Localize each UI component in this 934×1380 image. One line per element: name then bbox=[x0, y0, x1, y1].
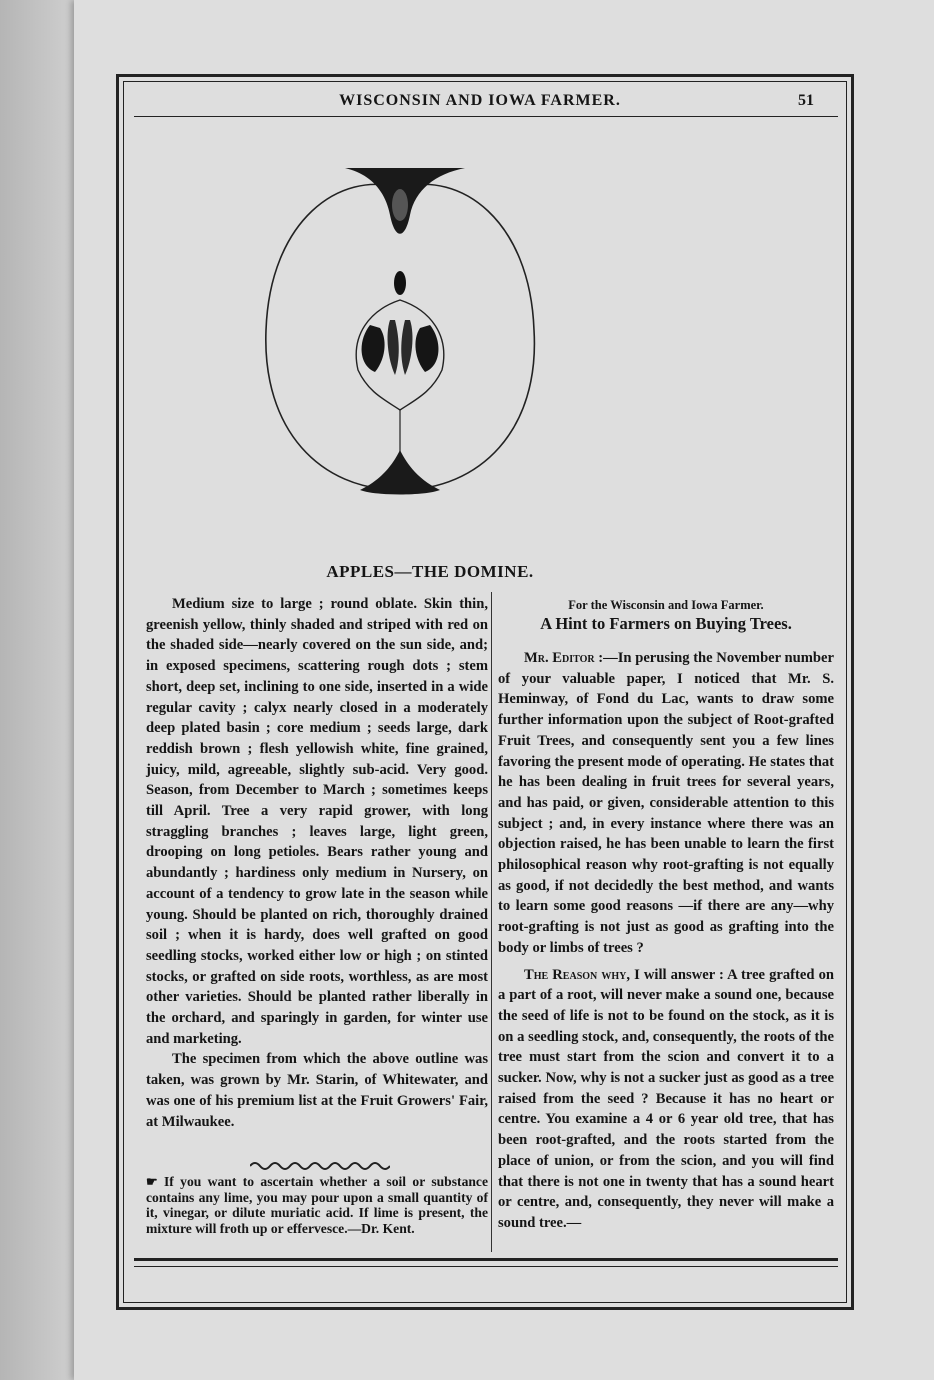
paragraph-reason-text: I will answer : A tree grafted on a part of a root, will never make a sound one, because the seed of life is not to be found on the stock, as it is on a seedling stock, and, consequently, the roots of the tree must start from the scion and convert it to a sucker. Now, why is not a sucker just as good as a tree raised from the seed ? Because it has no heart or centre. You examine a 4 or 6 year old tree, that has been root-grafted, and the roots started from the place of union, or from the scion, and you will find that there is not one in twenty that has a sound heart or centre, and, consequently, they never will make a sound tree.— bbox=[498, 966, 834, 1231]
article-title-hint: A Hint to Farmers on Buying Trees. bbox=[540, 614, 792, 633]
lime-test-note bbox=[146, 1174, 488, 1236]
lime-test-note-text: If you want to ascertain whether a soil or substance contains any lime, you may pour upon a small quantity of it, vinegar, or dilute muriatic acid. If lime is present, the mixture will froth up or effervesce.—Dr. Kent. bbox=[146, 1174, 488, 1236]
paragraph-reason-lead: The Reason why, bbox=[524, 966, 630, 983]
article-body-hint bbox=[498, 648, 834, 1240]
paragraph-reason bbox=[498, 965, 834, 1234]
wavy-divider bbox=[250, 1160, 390, 1172]
article-source-line: For the Wisconsin and Iowa Farmer. bbox=[568, 598, 764, 612]
scan-left-margin bbox=[0, 0, 74, 1380]
page-number: 51 bbox=[798, 92, 814, 109]
article-title-apples: APPLES—THE DOMINE. bbox=[326, 562, 534, 581]
article-body-apples bbox=[146, 594, 488, 1132]
bottom-rule-thick bbox=[134, 1258, 838, 1261]
paragraph-editor-text: —In perusing the November number of your valuable paper, I noticed that Mr. S. Heminway, of Fond du Lac, wants to draw some further information upon the subject of Root-grafted Fruit Trees, and consequently sent you a few lines favoring the present mode of operating. He states that he has been dealing in fruit trees for several years, and has paid, or given, considerable attention to this subject ; and, in every instance where there was an objection raised, he has been unable to learn the first philosophical reason why root-grafting is not equally as good, if not decidedly the best method, and wants to learn some good reasons —if there are any—why root-grafting is not just as good as grafting into the body or limbs of trees ? bbox=[498, 650, 834, 956]
pointing-hand-icon: ☛ bbox=[146, 1174, 158, 1189]
paragraph-specimen: The specimen from which the above outline was taken, was grown by Mr. Starin, of Whitewater, and was one of his premium list at the Fruit Growers' Fair, at Milwaukee. bbox=[146, 1051, 488, 1130]
paragraph-editor bbox=[498, 648, 834, 959]
paragraph-editor-lead: Mr. Editor : bbox=[524, 650, 604, 666]
column-divider bbox=[491, 592, 492, 1252]
bottom-rule-thin bbox=[134, 1266, 838, 1267]
header-rule bbox=[134, 116, 838, 117]
running-header: WISCONSIN AND IOWA FARMER. bbox=[339, 92, 621, 109]
apple-cross-section-illustration bbox=[250, 160, 550, 570]
paragraph-description: Medium size to large ; round oblate. Skin thin, greenish yellow, thinly shaded and striped with red on the shaded side—nearly covered on the sun side, and; in exposed specimens, scattering rough dots ; stem short, deep set, inclining to one side, inserted in a wide regular cavity ; calyx nearly closed in a moderately deep plated basin ; core medium ; seeds large, dark reddish brown ; flesh yellowish white, fine grained, juicy, mild, agreeable, slightly sub-acid. Very good. Season, from December to March ; sometimes keeps till April. Tree a very rapid grower, with long straggling branches ; leaves large, light green, drooping on long petioles. Bears rather young and abundantly ; hardiness only medium in Nursery, on account of a tendency to grow late in the season while young. Should be planted on rich, thoroughly drained soil ; when it is hardy, does well grafted on good seedling stocks, worked either low or high ; on stinted stocks, or grafted on side roots, worthless, as are most other varieties. Should be planted rather liberally in the orchard, and sparingly in garden, for winter use and marketing. bbox=[146, 596, 488, 1047]
